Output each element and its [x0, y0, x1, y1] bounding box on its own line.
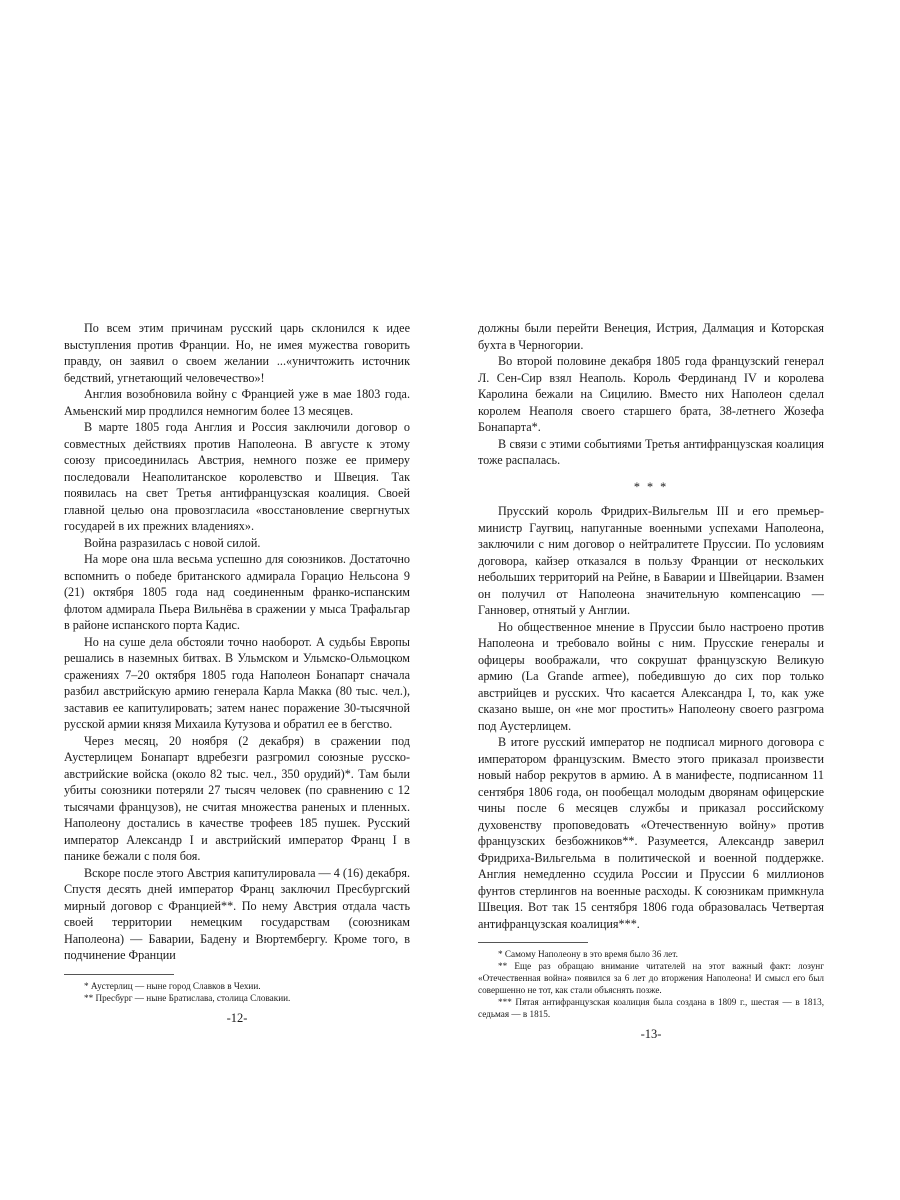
right-page [478, 320, 824, 1043]
paragraph: На море она шла весьма успешно для союзников. Достаточно вспомнить о победе британского адмирала Горацио Нельсона 9 (21) октября 1805 года над соединенным франко-испанским флотом адмирала Пьера Вильнёва в сражении у мыса Трафальгар в районе испанского порта Кадис. [64, 552, 410, 632]
footnote: ** Еще раз обращаю внимание читателей на этот важный факт: лозунг «Отечественная война» появился за 6 лет до вторжения Наполеона! И смысл его был совершенно не тот, как стали объяснять позже. [478, 961, 824, 995]
paragraph: Во второй половине декабря 1805 года французский генерал Л. Сен-Сир взял Неаполь. Король Фердинанд IV и королева Каролина бежали на Сицилию. Вместо них Наполеон сделал королем Неаполя своего старшего брата, 38-летнего Жозефа Бонапарта*. [478, 354, 824, 434]
footnotes [64, 974, 410, 1004]
page-number: -13- [640, 1027, 662, 1041]
paragraph: Но общественное мнение в Пруссии было настроено против Наполеона и требовало войны с ним. Прусские генералы и офицеры воображали, что сокрушат французскую Великую армию (La Grande armee), победившую до сих пор только австрийцев и русских. Что касается Александра I, то, как уже сказано выше, он «не мог простить» Наполеону своего разгрома под Аустерлицем. [478, 619, 824, 733]
footnotes [478, 942, 824, 1020]
paragraph: должны были перейти Венеция, Истрия, Далмация и Которская бухта в Черногории. [478, 321, 824, 352]
paragraph: Через месяц, 20 ноября (2 декабря) в сражении под Аустерлицем Бонапарт вдребезги разгромил союзные русско-австрийские войска (около 82 тыс. чел., 350 орудий)*. Там были убиты союзники потеряли 27 тысяч человек (по сравнению с 12 тысячами французов), не считая множества раненых и пленных. Наполеону достались в качестве трофеев 185 пушек. Русский император Александр I и австрийский император Франц I в панике бежали с поля боя. [64, 733, 410, 863]
paragraph: В итоге русский император не подписал мирного договора с императором французским. Вместо этого приказал произвести новый набор рекрутов в армию. А в манифесте, подписанном 11 сентября 1806 года, он пообещал молодым дворянам офицерские чины после 6 месяцев службы и приказал российскому духовенству проповедовать «Отечественную войну» против французских безбожников**. Разумеется, Александр заверил Фридриха-Вильгельма в политической и военной поддержке. Англия немедленно ссудила России и Пруссии 6 миллионов фунтов стерлингов на военные расходы. К союзникам примкнула Швеция. Вот так 15 сентября 1806 года образовалась Четвертая антифранцузская коалиция***. [478, 735, 824, 931]
paragraph: Прусский король Фридрих-Вильгельм III и его премьер-министр Гаугвиц, напуганные военными успехами Наполеона, заключили с ним договор о нейтралитете Пруссии. По условиям договора, кайзер отказался в пользу Франции от нескольких небольших территорий на Рейне, в Баварии и Швейцарии. Взамен он получил от Наполеона значительную компенсацию — Ганновер, отнятый у Англии. [478, 504, 824, 617]
paragraph: Война разразилась с новой силой. [84, 535, 261, 550]
paragraph: Вскоре после этого Австрия капитулировала — 4 (16) декабря. Спустя десять дней император Франц заключил Пресбургский мирный договор с Францией**. По нему Австрия отдала часть своей территории немецким государствам (союзникам Наполеона) — Баварии, Бадену и Вюртембергу. Кроме того, в подчинение Франции [64, 865, 410, 962]
page-number: -12- [226, 1010, 248, 1025]
footnote: * Аустерлиц — ныне город Славков в Чехии. [84, 980, 261, 991]
section-separator: * * * [633, 479, 669, 494]
footnote: ** Пресбург — ныне Братислава, столица Словакии. [84, 992, 291, 1003]
paragraph: Но на суше дела обстояли точно наоборот. А судьбы Европы решались в наземных битвах. В Ульмском и Ульмско-Ольмоцком сражениях 7–20 октября 1805 года Наполеон Бонапарт сначала разбил австрийскую армию генерала Карла Макка (80 тыс. чел.), заставив ее капитулировать; затем нанес поражение 30-тысячной русской армии князя Михаила Кутузова и обратил ее в бегство. [64, 634, 410, 731]
paragraph: По всем этим причинам русский царь склонился к идее выступления против Франции. Но, не имея мужества говорить правду, он заявил о своем желании ...«уничтожить источник бедствий, угнетающий человечество»! [64, 321, 410, 385]
paragraph: Англия возобновила войну с Францией уже в мае 1803 года. Амьенский мир продлился немногим более 13 месяцев. [64, 387, 410, 418]
footnote: * Самому Наполеону в это время было 36 лет. [498, 949, 678, 959]
paragraph: В марте 1805 года Англия и Россия заключили договор о совместных действиях против Наполеона. В августе к этому союзу присоединилась Австрия, немного позже ее примеру последовали Неаполитанское королевство и Швеция. Так появилась на свет Третья антифранцузская коалиция. Своей главной целью она провозгласила «восстановление свергнутых государей в их прежних владениях». [64, 420, 410, 533]
left-page [64, 320, 410, 1026]
footnote: *** Пятая антифранцузская коалиция была создана в 1809 г., шестая — в 1813, седьмая — в 1815. [478, 997, 824, 1019]
paragraph: В связи с этими событиями Третья антифранцузская коалиция тоже распалась. [478, 436, 824, 467]
